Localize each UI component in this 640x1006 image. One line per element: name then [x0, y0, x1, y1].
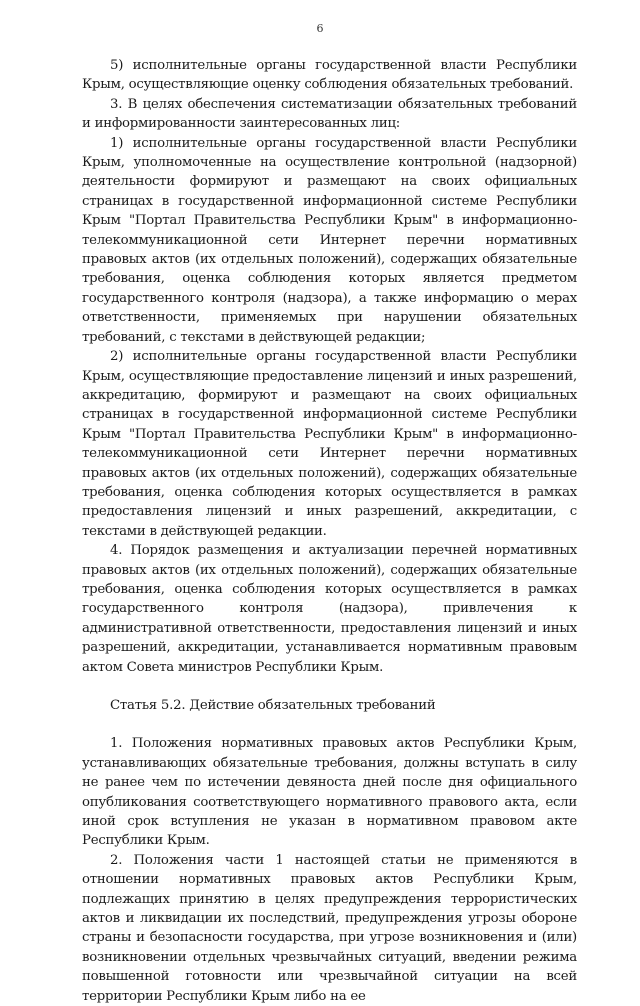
- paragraph: 5) исполнительные органы государственной власти Республики Крым, осуществляющие оценку соблюдения обязательных требований.: [82, 58, 577, 93]
- paragraph: 4. Порядок размещения и актуализации перечней нормативных правовых актов (их отдельных положений), содержащих обязательные требования, оценка соблюдения которых осуществляется в рамках государственного контроля (надзора), привлечения к административной ответственности, предоставления лицензий и иных разрешений, аккредитации, устанавливается нормативным правовым актом Совета министров Республики Крым.: [82, 543, 577, 675]
- paragraph: 1. Положения нормативных правовых актов Республики Крым, устанавливающих обязательные требования, должны вступать в силу не ранее чем по истечении девяноста дней после дня официального опубликования соответствующего нормативного правового акта, если иной срок вступления не указан в нормативном правовом акте Республики Крым.: [82, 736, 577, 849]
- document-body: [82, 56, 577, 1006]
- article-title: Статья 5.2. Действие обязательных требований: [110, 698, 436, 713]
- paragraph: 3. В целях обеспечения систематизации обязательных требований и информированности заинтересованных лиц:: [82, 96, 577, 132]
- paragraph: 2) исполнительные органы государственной власти Республики Крым, осуществляющие предоставление лицензий и иных разрешений, аккредитацию, формируют и размещают на своих официальных страницах в государственной информационной системе Республики Крым "Портал Правительства Республики Крым" в информационно-телекоммуникационной сети Интернет перечни нормативных правовых актов (их отдельных положений), содержащих обязательные требования, оценка соблюдения которых осуществляется в рамках предоставления лицензий и иных разрешений, аккредитации, с текстами в действующей редакции.: [82, 349, 577, 539]
- page-number: 6: [316, 22, 324, 35]
- paragraph: 1) исполнительные органы государственной власти Республики Крым, уполномоченные на осуществление контрольной (надзорной) деятельности формируют и размещают на своих официальных страницах в государственной информационной системе Республики Крым "Портал Правительства Республики Крым" в информационно-телекоммуникационной сети Интернет перечни нормативных правовых актов (их отдельных положений), содержащих обязательные требования, оценка соблюдения которых является предметом государственного контроля (надзора), а также информацию о мерах ответственности, применяемых при нарушении обязательных требований, с текстами в действующей редакции;: [82, 135, 577, 345]
- paragraph: 2. Положения части 1 настоящей статьи не применяются в отношении нормативных правовых актов Республики Крым, подлежащих принятию в целях предупреждения террористических актов и ликвидации их последствий, предупреждения угрозы обороне страны и безопасности государства, при угрозе возникновения и (или) возникновении отдельных чрезвычайных ситуаций, введении режима повышенной готовности или чрезвычайной ситуации на всей территории Республики Крым либо на ее: [82, 852, 577, 1004]
